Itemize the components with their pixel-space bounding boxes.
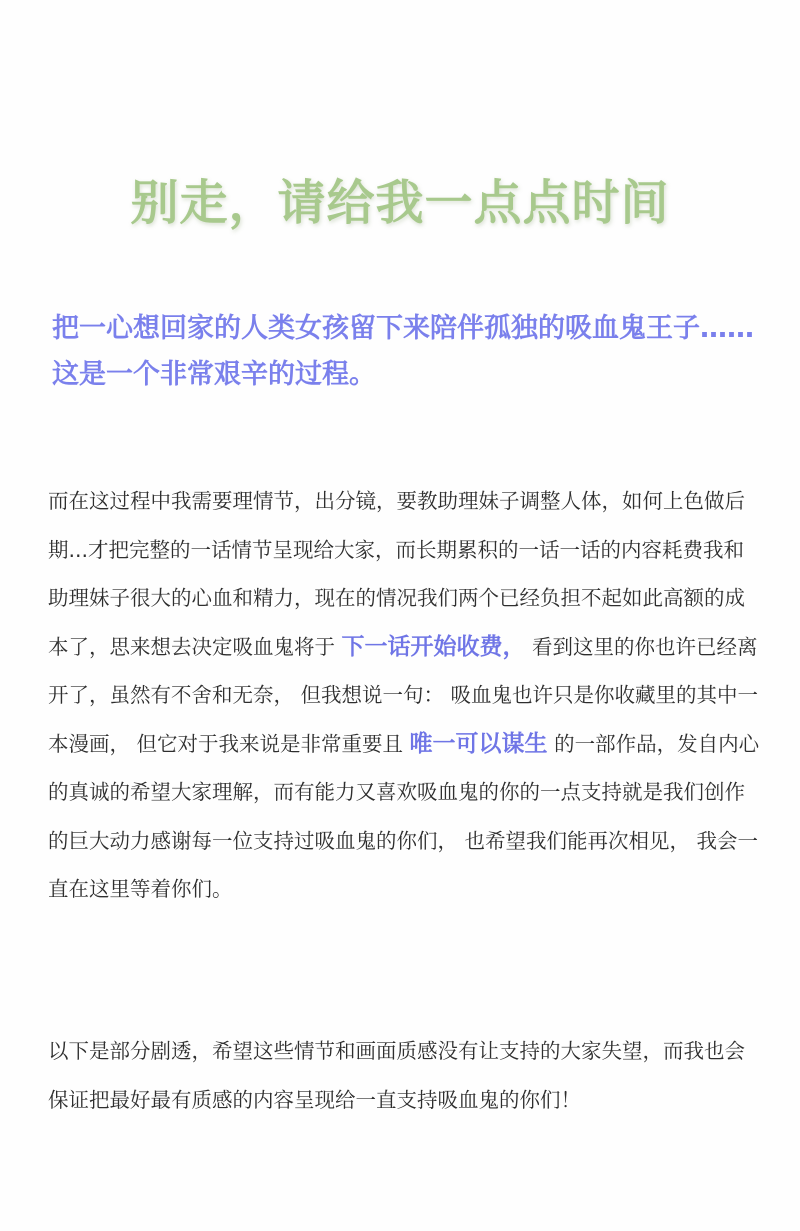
body-paragraph-main <box>48 477 760 914</box>
highlight-paid-next-chapter: 下一话开始收费， <box>341 633 526 660</box>
paragraph-text-segment: 而在这过程中我需要理情节，出分镜，要教助理妹子调整人体，如何上色做后期...才把完整的一话情节呈现给大家，而长期累积的一话一话的内容耗费我和助理妹子很大的心血和精力，现在的情况我们两个已经负担不起如此高额的成本了，思来想去决定吸血鬼将于 <box>48 489 745 659</box>
page-title: 别走，请给我一点点时间 <box>130 175 670 231</box>
body-paragraph-spoiler: 以下是部分剧透，希望这些情节和画面质感没有让支持的大家失望，而我也会保证把最好最有质感的内容呈现给一直支持吸血鬼的你们！ <box>48 1039 745 1112</box>
paragraph-text-segment: 看到这里的你也许已经离开了，虽然有不舍和无奈， 但我想说一句： 吸血鬼也许只是你收藏里的其中一本漫画， 但它对于我来说是非常重要且 <box>48 634 759 756</box>
paragraph-text-segment: 的一部作品，发自内心的真诚的希望大家理解，而有能力又喜欢吸血鬼的你的一点支持就是我们创作的巨大动力感谢每一位支持过吸血鬼的你们， 也希望我们能再次相见， 我会一直在这里等着你们。 <box>48 731 760 901</box>
subtitle: 把一心想回家的人类女孩留下来陪伴孤独的吸血鬼王子……这是一个非常艰辛的过程。 <box>52 313 754 390</box>
highlight-only-livelihood: 唯一可以谋生 <box>409 730 548 757</box>
